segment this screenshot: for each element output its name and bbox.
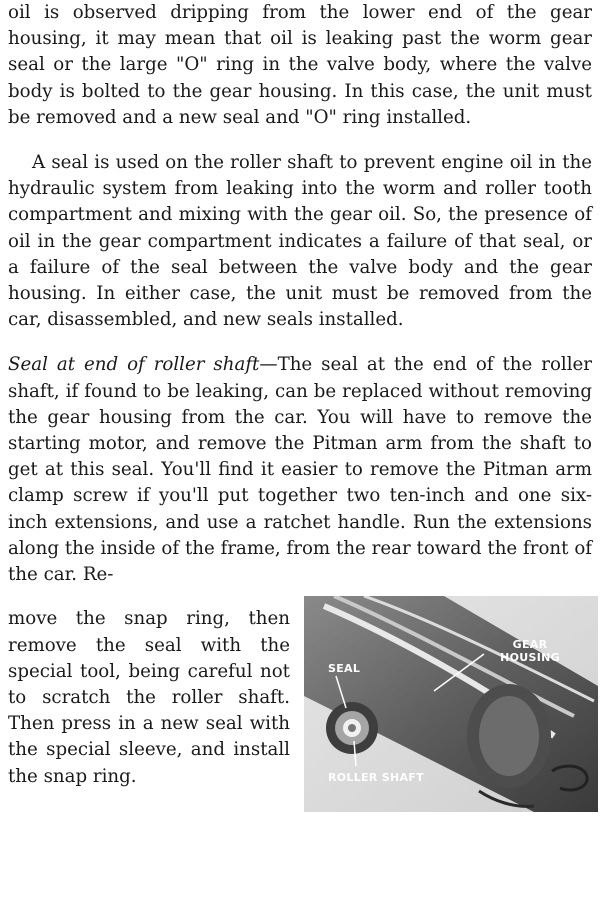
heading-dash: — [259,354,278,376]
document-page [8,0,592,848]
paragraph-continuation: move the snap ring, then remove the seal with the special tool, being careful not to scratch the roller shaft. Then press in a new seal with the special sleeve, and install the snap ring. [8,608,290,787]
section-heading: Seal at end of roller shaft [8,354,260,376]
paragraph-oil-dripping: oil is observed dripping from the lower end of the gear housing, it may mean that oil is leaking past the worm gear seal or the large "O" ring in the valve body, where the valve body is bolted to the gear housing. In this case, the unit must be removed and a new seal and "O" ring installed. [8,2,592,128]
paragraph-body: The seal at the end of the roller shaft, if found to be leaking, can be replaced without removing the gear housing from the car. You will have to remove the starting motor, and remove the Pitman arm from the shaft to get at this seal. You'll find it easier to remove the Pitman arm clamp screw if you'll put together two ten-inch and one six-inch extensions, and use a ratchet handle. Run the extensions along the inside of the frame, from the rear toward the front of the car. Re- [8,354,592,586]
steering-gear-illustration [304,596,598,812]
roller-shaft-label: ROLLER SHAFT [328,771,424,785]
gear-label: GEAR [512,638,548,652]
seal-label: SEAL [328,662,361,676]
steering-gear-photo [304,596,598,812]
paragraph-roller-shaft-seal: A seal is used on the roller shaft to prevent engine oil in the hydraulic system from leaking into the worm and roller tooth compartment and mixing with the gear oil. So, the presence of oil in the gear compartment indicates a failure of that seal, or a failure of the seal between the valve body and the gear housing. In either case, the unit must be removed from the car, disassembled, and new seals installed. [8,152,592,331]
text-figure-zone [8,588,592,848]
roller-shaft-center [348,724,356,732]
housing-label: HOUSING [500,651,560,665]
housing-end-cap-inner [479,696,539,776]
paragraph-seal-at-end [8,352,592,588]
